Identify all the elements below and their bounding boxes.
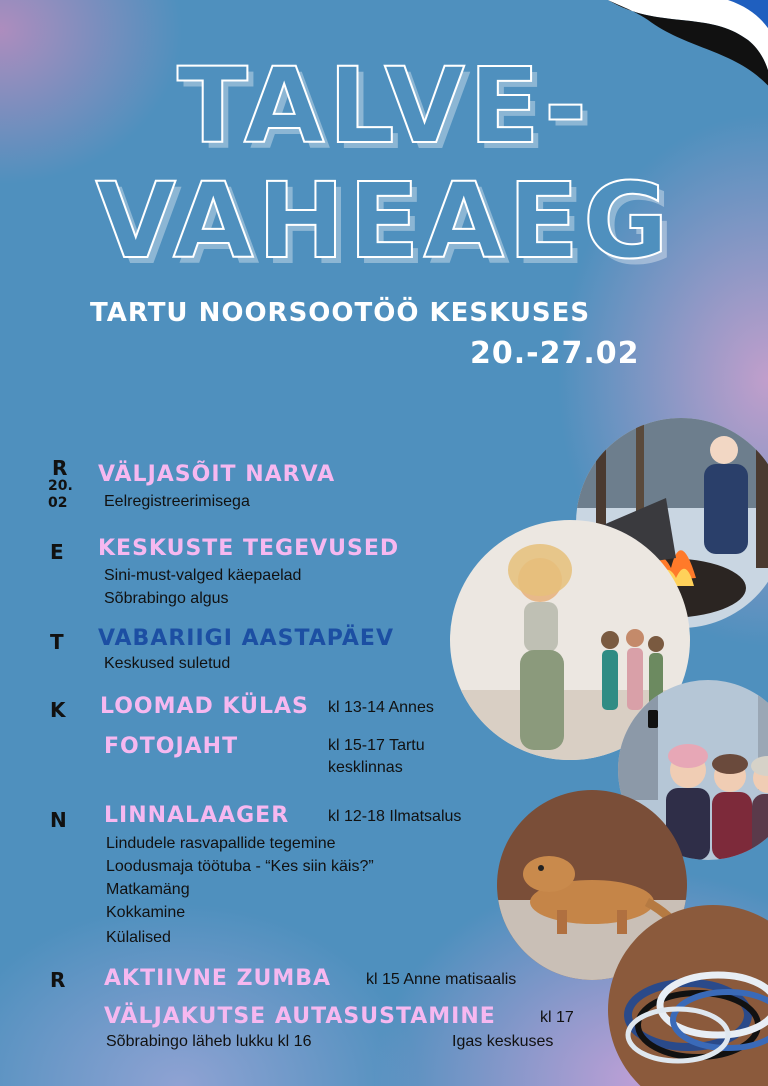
day-date-month: 02 (48, 495, 68, 511)
event-linnalaager-sub3: Matkamäng (106, 881, 190, 898)
event-linnalaager-sub4: Kokkamine (106, 904, 186, 921)
day-label-friday: R (52, 456, 68, 480)
event-keskuste-sub1: Sini-must-valged käepaelad (104, 567, 302, 584)
event-vabariik-title: VABARIIGI AASTAPÄEV (98, 626, 394, 651)
event-loomad-time: kl 13-14 Annes (328, 699, 434, 716)
event-linnalaager-sub5: Külalised (106, 929, 171, 946)
title-line-2: VAHEAEG (95, 160, 673, 282)
event-keskuste-sub2: Sõbrabingo algus (104, 590, 229, 607)
day-label-tuesday: T (50, 630, 64, 654)
event-loomad-title: LOOMAD KÜLAS (100, 694, 309, 719)
event-vabariik-sub: Keskused suletud (104, 655, 231, 672)
event-zumba-title: AKTIIVNE ZUMBA (104, 966, 332, 991)
date-range: 20.-27.02 (470, 336, 640, 371)
event-fotojaht-time2: kesklinnas (328, 759, 403, 776)
event-valjakutse-time: kl 17 (540, 1009, 574, 1026)
event-keskuste-title: KESKUSTE TEGEVUSED (98, 536, 400, 561)
event-narva-sub: Eelregistreerimisega (104, 493, 250, 510)
event-linnalaager-title: LINNALAAGER (104, 803, 290, 828)
subtitle: TARTU NOORSOOTÖÖ KESKUSES (90, 298, 591, 328)
title-line-1: TALVE- (177, 45, 591, 167)
day-label-friday-2: R (50, 968, 66, 992)
day-date (48, 478, 73, 512)
day-label-thursday: N (50, 808, 67, 832)
event-fotojaht-title: FOTOJAHT (104, 734, 239, 759)
event-fotojaht-time1: kl 15-17 Tartu (328, 737, 425, 754)
event-linnalaager-time: kl 12-18 Ilmatsalus (328, 808, 462, 825)
event-zumba-time: kl 15 Anne matisaalis (366, 971, 517, 988)
day-label-monday: E (50, 540, 64, 564)
event-valjakutse-place: Igas keskuses (452, 1033, 554, 1050)
event-linnalaager-sub2: Loodusmaja töötuba - “Kes siin käis?” (106, 858, 374, 875)
event-valjakutse-title: VÄLJAKUTSE AUTASUSTAMINE (104, 1004, 496, 1029)
event-narva-title: VÄLJASÕIT NARVA (98, 462, 336, 487)
day-date-day: 20. (48, 478, 73, 494)
event-valjakutse-sub: Sõbrabingo läheb lukku kl 16 (106, 1033, 312, 1050)
event-linnalaager-sub1: Lindudele rasvapallide tegemine (106, 835, 336, 852)
day-label-wednesday: K (50, 698, 66, 722)
